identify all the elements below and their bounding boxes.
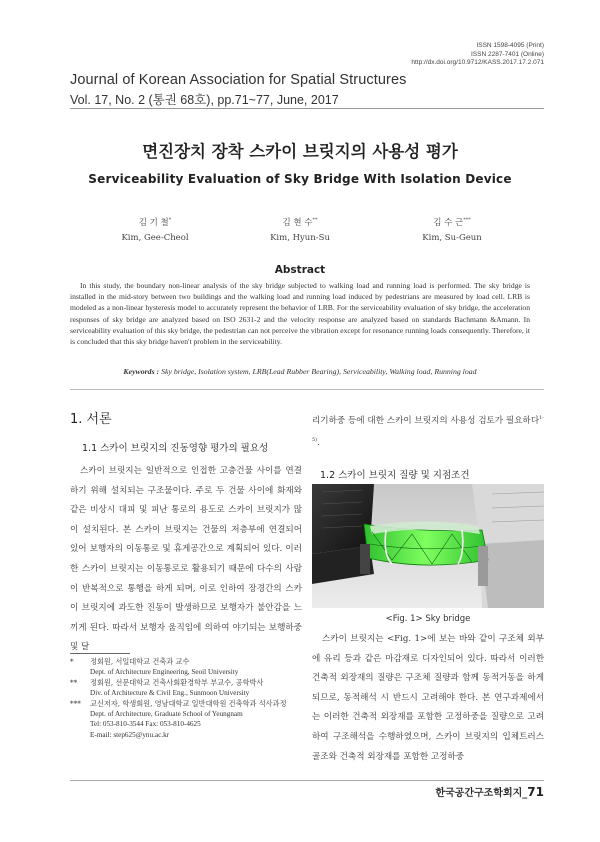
footnote-1-mark: * (70, 657, 74, 666)
figure-caption: <Fig. 1> Sky bridge (385, 614, 471, 624)
author-3 (402, 213, 502, 246)
footer-journal: 한국공간구조학회지 (435, 788, 523, 799)
section-rule (70, 389, 544, 390)
continuation-end: . (317, 438, 320, 449)
author-1-ko: 김 기 철 (138, 217, 169, 228)
subsection-1-1-text (70, 462, 302, 658)
abstract-heading: Abstract (274, 264, 326, 276)
footer-rule (70, 780, 544, 781)
doi-link[interactable]: http://dx.doi.org/10.9712/KASS.2017.17.2.071 (411, 59, 544, 66)
footnote-rule (70, 653, 130, 654)
footer-separator: _ (522, 788, 528, 799)
footnote-3-line-1: 교신저자, 학생회원, 영남대학교 일반대학원 건축학과 석사과정 (90, 698, 287, 708)
keywords-label: Keywords : (123, 367, 162, 376)
issn-block (411, 42, 544, 68)
section-1-heading: 1. 서론 (70, 412, 112, 427)
author-2-en: Kim, Hyun-Su (270, 232, 330, 243)
subsection-1-2-paragraph: 스카이 브릿지는 <Fig. 1>에 보는 바와 같이 구조체 외부에 유리 등과 같은 마감재로 디자인되어 있다. 따라서 이러한 건축적 외장재의 질량은 구조체 질량과 함께 동적거동을 하게 되므로, 동적해석 시 반드시 고려해야 한다. 본 연구과제에서는 이러한 건축적 외장재를 포함한 고정하중을 질량으로 고려하여 구조해석을 수행하였으며, 스카이 브릿지의 입체트러스 골조와 건축적 외장재를 포함한 고정하중 (312, 634, 544, 762)
subsection-1-2-heading: 1.2 스카이 브릿지 질량 및 지점조건 (320, 470, 470, 481)
footnote-3-line-3: Tel: 053-810-3544 Fax: 053-810-4625 (90, 720, 201, 729)
footnote-3-mark: *** (70, 698, 81, 708)
journal-name: Journal of Korean Association for Spatial Structures (70, 72, 407, 88)
author-3-mark: *** (463, 217, 471, 223)
page-number: 71 (527, 785, 544, 799)
author-1 (110, 213, 200, 246)
footnote-2-line-1: 정회원, 선문대학교 건축사회환경학부 부교수, 공학박사 (90, 677, 264, 687)
footnote-3 (70, 699, 310, 741)
author-3-en: Kim, Su-Geun (422, 232, 482, 243)
section-1-1-continuation (312, 409, 544, 454)
reference-marker: 1-5) (312, 415, 544, 444)
footnotes (70, 657, 310, 740)
footnote-3-line-4[interactable]: E-mail: step625@ynu.ac.kr (90, 730, 170, 739)
author-2-mark: ** (312, 217, 318, 223)
title-korean: 면진장치 장착 스카이 브릿지의 사용성 평가 (142, 142, 458, 161)
sky-bridge-illustration (312, 484, 544, 608)
subsection-1-1-heading: 1.1 스카이 브릿지의 진동영향 평가의 필요성 (82, 443, 269, 454)
keywords (0, 367, 600, 376)
subsection-1-1-paragraph: 스카이 브릿지는 일반적으로 인접한 고층건물 사이를 연결하기 위해 설치되는 구조물이다. 주로 두 건물 사이에 화재와 같은 비상시 대피 및 피난 통로의 용도로 스카이 브릿지가 많이 설치된다. 본 스카이 브릿지는 건물의 저층부에 연결되어 있어 보행자의 이동통로 및 휴게공간으로 계획되어 있다. 이러한 스카이 브릿지는 이동통로로 활용되기 때문에 다수의 사람이 반복적으로 통행을 하게 되며, 이로 인하여 장경간의 스카이 브릿지에 과도한 진동이 발생하므로 보행자가 불안감을 느끼게 된다. 따라서 보행자 움직임에 의하여 야기되는 보행하중 및 달 (70, 466, 302, 653)
footnote-1-line-1: 정회원, 서일대학교 건축과 교수 (90, 657, 190, 666)
footnote-1 (70, 657, 310, 678)
footnote-2 (70, 678, 310, 699)
issn-print: ISSN 1598-4095 (Print) (476, 42, 544, 49)
abstract-text: In this study, the boundary non-linear analysis of the sky bridge subjected to walking load and running load is performed. The sky bridge is installed in the mid-story between two buildings and the walking load and running load induced by pedestrians are measured by load cell. LRB is modeled as a non-linear hysteresis model to accurately represent the behavior of LRB. For the serviceability evaluation of sky bridge, the acceleration responses of sky bridge are analyzed based on ISO 2631-2 and the velocity response are analyzed based on standards Bachmann &Amann. In serviceability evaluation of this sky bridge, the pedestrian can not perceive the vibration except for resonance running loads consequently. Therefore, it is concluded that this sky bridge haven't problem in the serviceability. (70, 281, 530, 347)
continuation-text: 리기하중 등에 대한 스카이 브릿지의 사용성 검토가 필요하다 (312, 415, 540, 426)
keywords-text: Sky bridge, Isolation system, LRB(Lead Rubber Bearing), Serviceability, Walking load, Running load (161, 367, 477, 376)
page-footer (435, 784, 544, 799)
author-2-ko: 김 현 수 (282, 217, 313, 228)
author-1-en: Kim, Gee-Cheol (121, 232, 189, 243)
subsection-1-2-text (312, 630, 544, 767)
footnote-1-line-2: Dept. of Architecture Engineering, Seoil University (90, 668, 239, 677)
journal-issue: Vol. 17, No. 2 (통권 68호), pp.71~77, June, 2017 (70, 93, 339, 107)
issn-online: ISSN 2287-7401 (Online) (471, 50, 544, 58)
figure-sky-bridge (312, 484, 544, 608)
footnote-2-line-2: Div. of Architecture & Civil Eng., Sunmoon University (90, 689, 250, 698)
header-rule (70, 108, 544, 109)
footnote-3-line-2: Dept. of Architecture, Graduate School of Yeungnam (90, 710, 243, 719)
journal-header (70, 72, 406, 108)
footnote-2-mark: ** (70, 677, 78, 687)
title-english: Serviceability Evaluation of Sky Bridge With Isolation Device (88, 172, 512, 186)
author-1-mark: * (168, 217, 172, 223)
author-3-ko: 김 수 근 (433, 217, 464, 228)
author-2 (252, 213, 348, 246)
